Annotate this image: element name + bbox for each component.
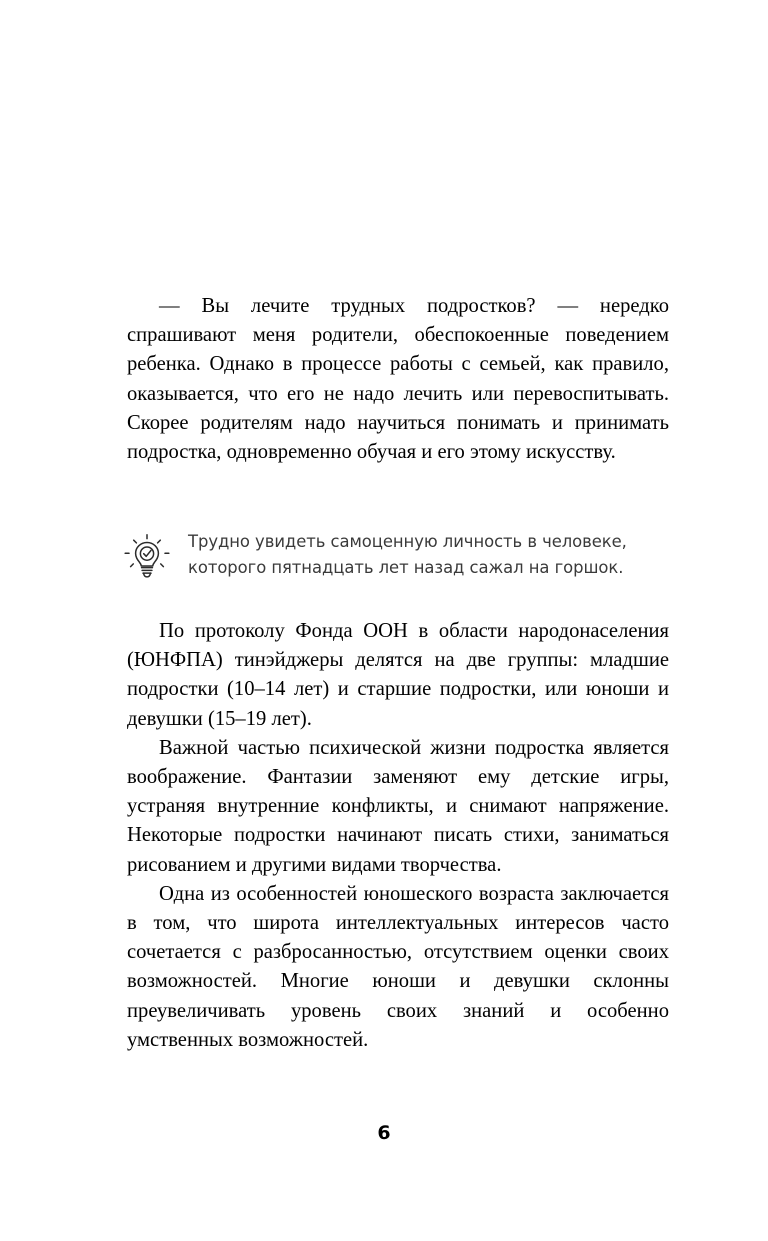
paragraph-intro: — Вы лечите трудных подростков? — нередко спрашивают меня родители, обеспокоенные поведением ребенка. Однако в процессе работы с семьей, как правило, оказывается, что его не надо лечить или перевоспитывать. Скорее родителям надо научиться понимать и принимать подростка, одновременно обучая и его этому искусству.	[127, 295, 669, 464]
main-text-block	[127, 617, 669, 1055]
callout-block	[122, 529, 670, 584]
intro-text-block	[127, 292, 669, 467]
paragraph-imagination: Важной частью психической жизни подростка является воображение. Фантазии заменяют ему детские игры, устраняя внутренние конфликты, и снимают напряжение. Некоторые подростки начинают писать стихи, заниматься рисованием и другими видами творчества.	[127, 736, 669, 876]
callout-text: Трудно увидеть самоценную личность в человеке, которого пятнадцать лет назад сажал на горшок.	[188, 532, 627, 577]
paragraph-youth-traits: Одна из особенностей юношеского возраста заключается в том, что широта интеллектуальных интересов часто сочетается с разбросанностью, отсутствием оценки своих возможностей. Многие юноши и девушки склонны преувеличивать уровень своих знаний и особенно умственных возможностей.	[127, 882, 669, 1051]
paragraph-unfpa: По протоколу Фонда ООН в области народонаселения (ЮНФПА) тинэйджеры делятся на две группы: младшие подростки (10–14 лет) и старшие подростки, или юноши и девушки (15–19 лет).	[127, 620, 669, 730]
lightbulb-check-icon	[122, 532, 172, 584]
page-number: 6	[377, 1122, 391, 1144]
